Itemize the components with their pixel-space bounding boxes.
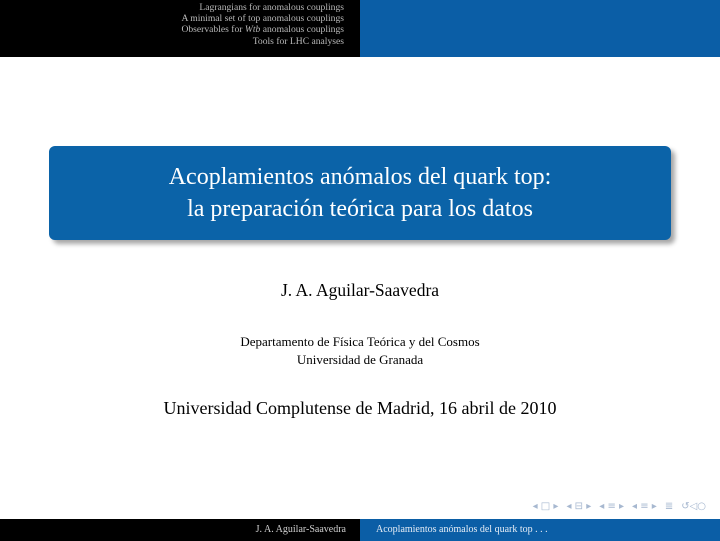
title-line-1: Acoplamientos anómalos del quark top:	[168, 164, 552, 190]
institute-line-1: Departamento de Física Teórica y del Cosmos	[240, 334, 480, 349]
nav-item-observables-pre: Observables for	[181, 24, 245, 36]
nav-item-minimal-set[interactable]: A minimal set of top anomalous couplings	[181, 13, 344, 25]
nav-item-observables[interactable]	[181, 24, 344, 35]
institute	[0, 333, 720, 369]
nav-item-observables-em: Wtb	[244, 24, 261, 36]
institute-line-2: Universidad de Granada	[296, 352, 424, 367]
align-icon[interactable]: ≣	[664, 501, 674, 512]
footer-title: Acoplamientos anómalos del quark top . . .	[360, 519, 720, 541]
nav-item-lagrangians[interactable]: Lagrangians for anomalous couplings	[199, 2, 344, 13]
event-info: Universidad Complutense de Madrid, 16 abril de 2010	[163, 398, 557, 418]
frame-nav-icon[interactable]: ◂ □ ▸	[532, 501, 559, 512]
search-back-icon[interactable]: ↺◁○	[681, 501, 706, 512]
nav-item-observables-post: anomalous couplings	[260, 24, 344, 36]
footer-author: J. A. Aguilar-Saavedra	[0, 519, 360, 541]
section-nav-icon[interactable]: ◂ ≡ ▸	[599, 501, 625, 512]
subsection2-nav-icon[interactable]: ◂ ≡ ▸	[632, 501, 657, 512]
header-right-panel	[360, 0, 720, 57]
beamer-nav-symbols	[533, 501, 706, 512]
subsection-nav-icon[interactable]: ◂ ⊟ ▸	[566, 501, 592, 512]
header-bar	[0, 0, 720, 57]
title-line-2: la preparación teórica para los datos	[187, 196, 533, 222]
title-block	[49, 146, 671, 240]
author-name: J. A. Aguilar-Saavedra	[280, 280, 440, 300]
footer-bar	[0, 519, 720, 541]
section-nav	[0, 0, 360, 57]
nav-item-tools[interactable]: Tools for LHC analyses	[252, 35, 344, 47]
